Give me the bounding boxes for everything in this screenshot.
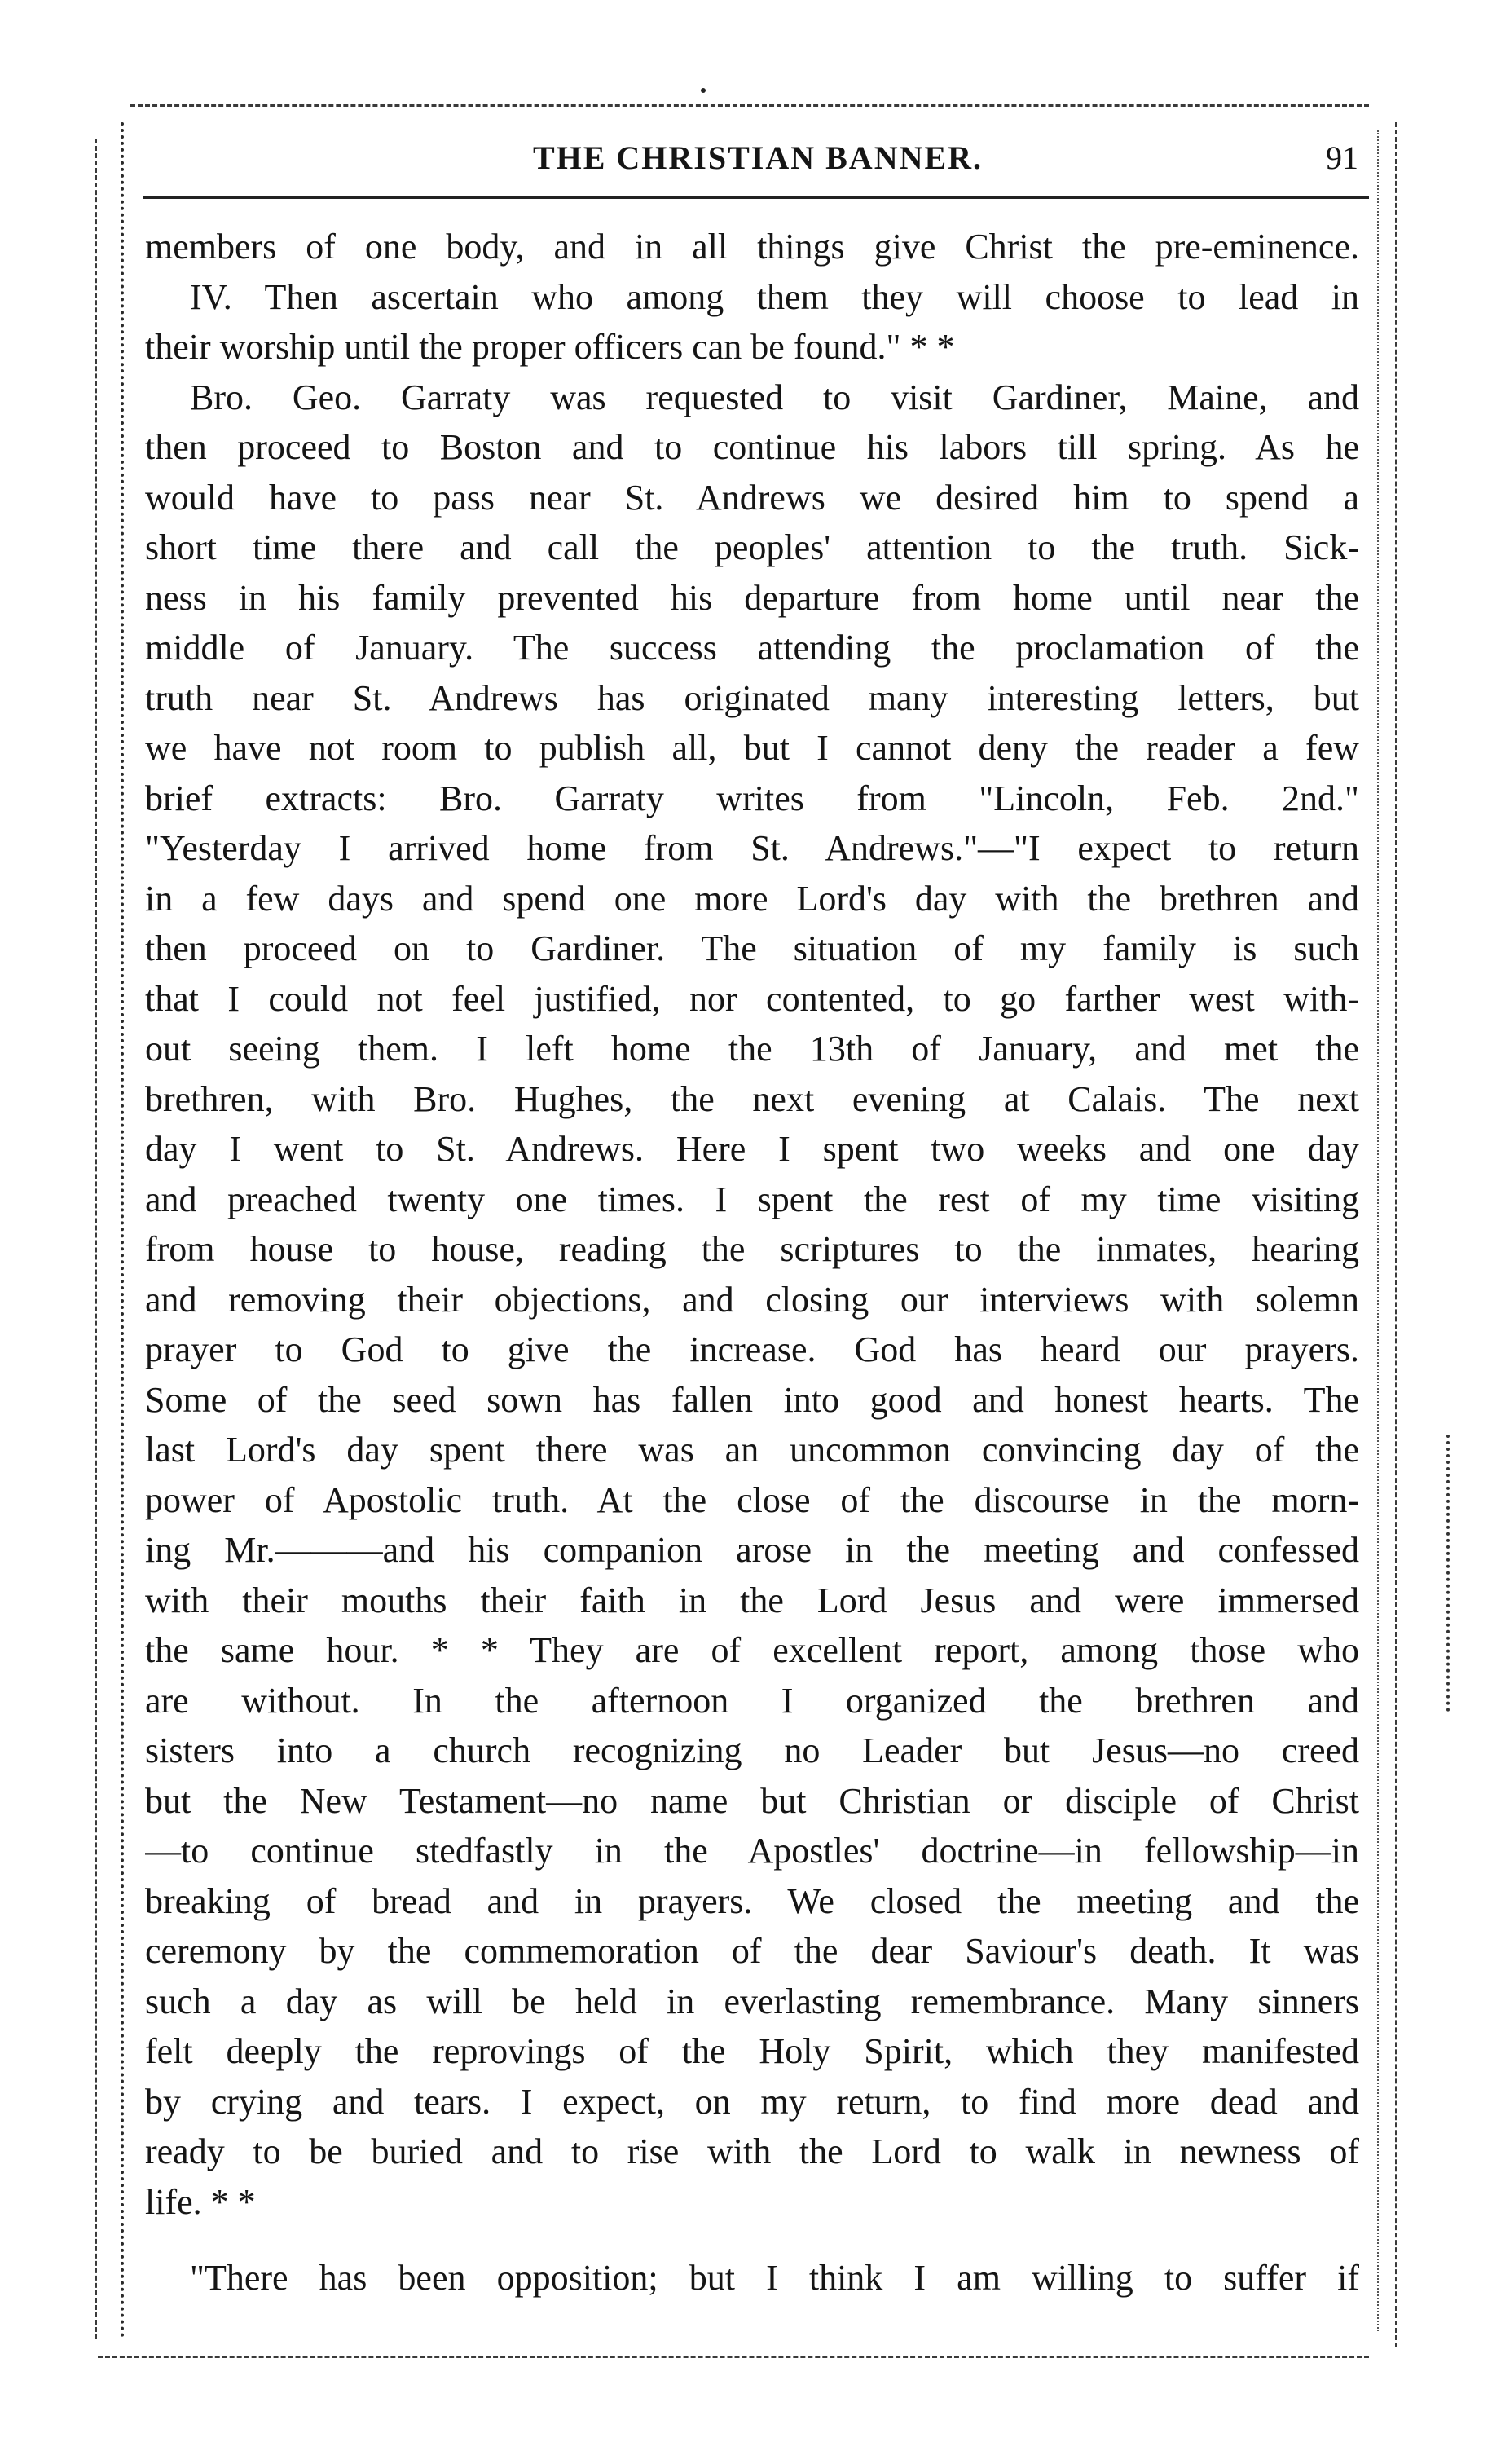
text-line: then proceed on to Gardiner. The situation of my family is such bbox=[145, 928, 1359, 968]
text-line: that I could not feel justified, nor contented, to go farther west with- bbox=[145, 978, 1359, 1019]
frame-left-outer-rule bbox=[95, 139, 97, 2339]
text-line: then proceed to Boston and to continue his labors till spring. As he bbox=[145, 427, 1359, 467]
text-line: life. * * bbox=[145, 2181, 256, 2222]
text-line: and removing their objections, and closing our interviews with solemn bbox=[145, 1279, 1359, 1320]
text-line: such a day as will be held in everlasting remembrance. Many sinners bbox=[145, 1981, 1359, 2021]
text-line: sisters into a church recognizing no Leader but Jesus—no creed bbox=[145, 1730, 1359, 1770]
text-line: would have to pass near St. Andrews we desired him to spend a bbox=[145, 477, 1359, 518]
text-line: their worship until the proper officers can be found." * * bbox=[145, 327, 955, 367]
header-rule bbox=[143, 196, 1369, 199]
page-header bbox=[143, 129, 1373, 186]
text-line: are without. In the afternoon I organized the brethren and bbox=[145, 1680, 1359, 1721]
text-line: Bro. Geo. Garraty was requested to visit Gardiner, Maine, and bbox=[190, 377, 1359, 417]
text-line: members of one body, and in all things give Christ the pre-eminence. bbox=[145, 227, 1359, 267]
text-line: breaking of bread and in prayers. We closed the meeting and the bbox=[145, 1880, 1359, 1921]
text-line: out seeing them. I left home the 13th of January, and met the bbox=[145, 1029, 1359, 1069]
page-number: 91 bbox=[1326, 139, 1358, 176]
text-line: ing Mr.———and his companion arose in the meeting and confessed bbox=[145, 1530, 1359, 1570]
text-line: and preached twenty one times. I spent the rest of my time visiting bbox=[145, 1179, 1359, 1219]
text-line: with their mouths their faith in the Lord Jesus and were immersed bbox=[145, 1580, 1359, 1620]
text-line: brief extracts: Bro. Garraty writes from "Lincoln, Feb. 2nd." bbox=[145, 778, 1359, 818]
text-line: day I went to St. Andrews. Here I spent two weeks and one day bbox=[145, 1129, 1359, 1169]
frame-right-rule bbox=[1377, 130, 1379, 2331]
text-line: but the New Testament—no name but Christian or disciple of Christ bbox=[145, 1780, 1359, 1821]
text-line: by crying and tears. I expect, on my return, to find more dead and bbox=[145, 2081, 1359, 2122]
frame-left-rule bbox=[121, 122, 124, 2339]
text-line: from house to house, reading the scriptures to the inmates, hearing bbox=[145, 1229, 1359, 1269]
text-line: felt deeply the reprovings of the Holy Spirit, which they manifested bbox=[145, 2031, 1359, 2071]
text-line: power of Apostolic truth. At the close of the discourse in the morn- bbox=[145, 1479, 1359, 1520]
text-line: brethren, with Bro. Hughes, the next evening at Calais. The next bbox=[145, 1078, 1359, 1119]
text-line: "Yesterday I arrived home from St. Andrews."—"I expect to return bbox=[145, 828, 1359, 868]
text-line: ready to be buried and to rise with the Lord to walk in newness of bbox=[145, 2131, 1359, 2171]
margin-mark bbox=[1446, 1435, 1450, 1712]
text-line: short time there and call the peoples' attention to the truth. Sick- bbox=[145, 527, 1359, 567]
text-line: we have not room to publish all, but I cannot deny the reader a few bbox=[145, 728, 1359, 768]
text-line: last Lord's day spent there was an uncommon convincing day of the bbox=[145, 1430, 1359, 1470]
text-line: ness in his family prevented his departure from home until near the bbox=[145, 577, 1359, 618]
text-line: —to continue stedfastly in the Apostles' doctrine—in fellowship—in bbox=[145, 1831, 1359, 1871]
paragraph-gap bbox=[145, 2227, 1359, 2253]
text-line: truth near St. Andrews has originated many interesting letters, but bbox=[145, 677, 1359, 718]
text-line: "There has been opposition; but I think I am willing to suffer if bbox=[190, 2258, 1359, 2298]
frame-bottom-rule bbox=[98, 2356, 1369, 2358]
frame-right-outer-rule bbox=[1395, 122, 1397, 2347]
text-line: the same hour. * * They are of excellent report, among those who bbox=[145, 1630, 1359, 1670]
text-line: prayer to God to give the increase. God has heard our prayers. bbox=[145, 1329, 1359, 1369]
article-body bbox=[145, 222, 1359, 2303]
text-line: in a few days and spend one more Lord's day with the brethren and bbox=[145, 878, 1359, 919]
frame-top-rule bbox=[130, 104, 1369, 107]
text-line: IV. Then ascertain who among them they will choose to lead in bbox=[190, 276, 1359, 317]
text-line: middle of January. The success attending the proclamation of the bbox=[145, 628, 1359, 668]
text-line: ceremony by the commemoration of the dear Saviour's death. It was bbox=[145, 1931, 1359, 1971]
running-head: THE CHRISTIAN BANNER. bbox=[532, 139, 984, 176]
ink-speck bbox=[701, 88, 706, 93]
text-line: Some of the seed sown has fallen into good and honest hearts. The bbox=[145, 1379, 1359, 1420]
